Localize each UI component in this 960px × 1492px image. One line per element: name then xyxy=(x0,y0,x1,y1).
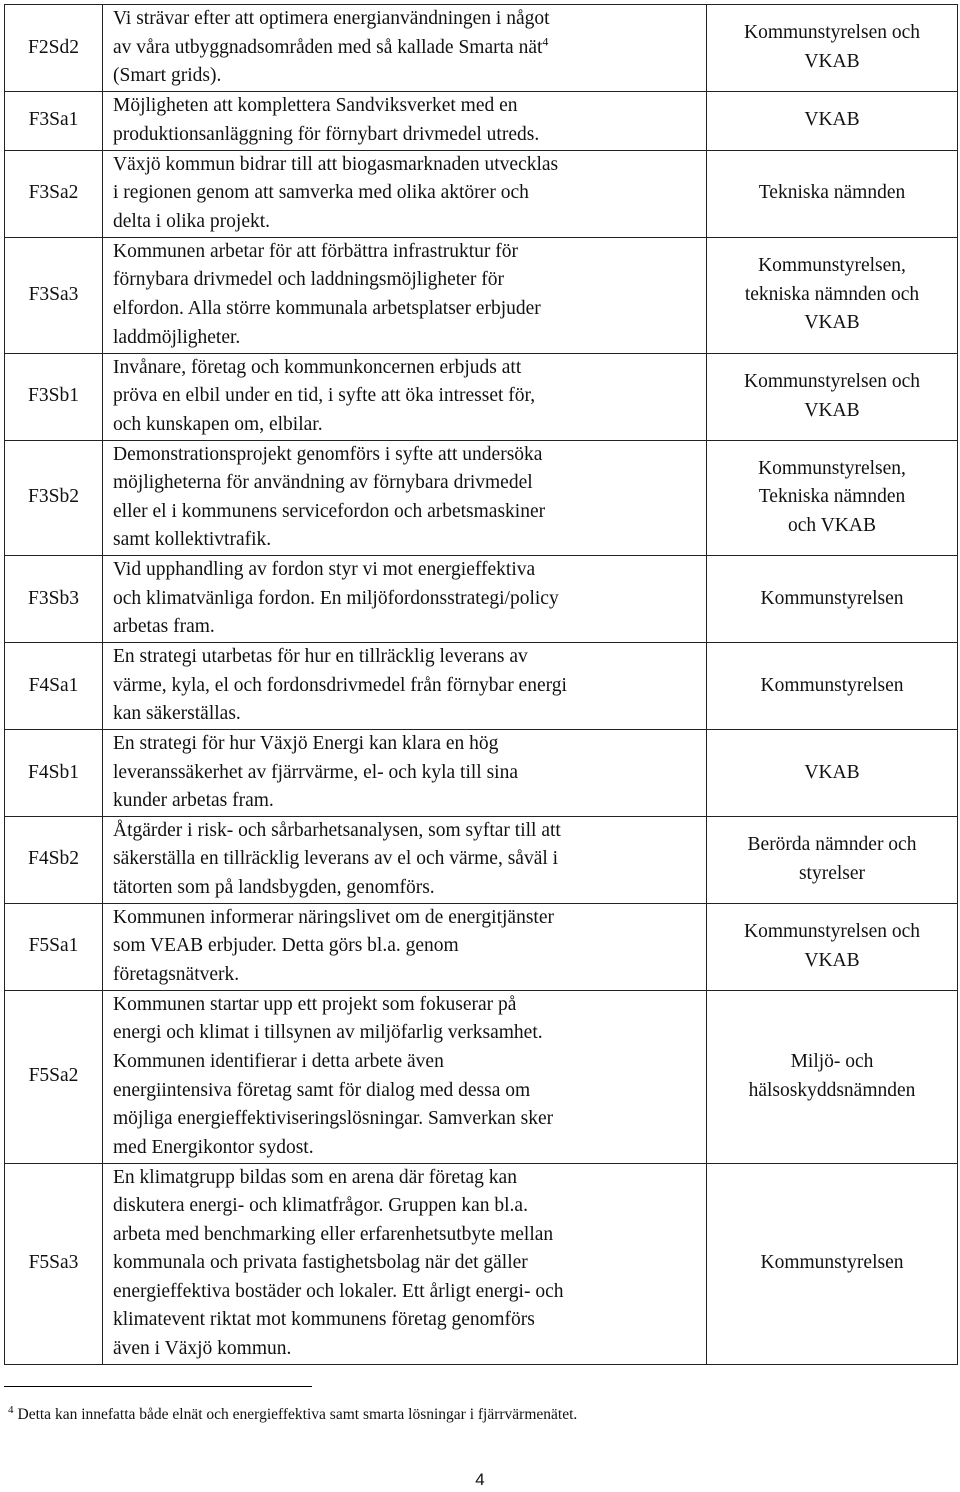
footnote xyxy=(8,1400,577,1425)
action-description: Åtgärder i risk- och sårbarhetsanalysen, som syftar till att säkerställa en tillräcklig leverans av el och värme, såväl i tätorten som på landsbygden, genomförs. xyxy=(103,816,707,903)
responsible-party: Kommunstyrelsen och VKAB xyxy=(707,5,958,92)
action-description: Möjligheten att komplettera Sandviksverket med en produktionsanläggning för förnybart drivmedel utreds. xyxy=(103,91,707,150)
action-description xyxy=(103,5,707,92)
action-id: F3Sb3 xyxy=(5,555,103,642)
action-id: F3Sa1 xyxy=(5,91,103,150)
responsible-party: Kommunstyrelsen xyxy=(707,642,958,729)
table-row xyxy=(5,729,958,816)
action-id: F2Sd2 xyxy=(5,5,103,92)
footnote-reference[interactable]: 4 xyxy=(542,34,549,49)
footnote-divider xyxy=(4,1386,312,1387)
responsible-party: Berörda nämnder och styrelser xyxy=(707,816,958,903)
responsible-party: VKAB xyxy=(707,91,958,150)
table-row xyxy=(5,555,958,642)
action-description: Växjö kommun bidrar till att biogasmarknaden utvecklas i regionen genom att samverka med olika aktörer och delta i olika projekt. xyxy=(103,150,707,237)
table-row xyxy=(5,440,958,555)
description-text: Vi strävar efter att optimera energianvändningen i något av våra utbyggnadsområden med så kallade Smarta nät xyxy=(113,8,550,58)
action-description: Demonstrationsprojekt genomförs i syfte att undersöka möjligheterna för användning av förnybara drivmedel eller el i kommunens servicefordon och arbetsmaskiner samt kollektivtrafik. xyxy=(103,440,707,555)
description-text-continued: (Smart grids). xyxy=(113,65,222,87)
responsible-party: Miljö- och hälsoskyddsnämnden xyxy=(707,990,958,1163)
action-id: F4Sb2 xyxy=(5,816,103,903)
action-id: F3Sb1 xyxy=(5,353,103,440)
action-description: En strategi utarbetas för hur en tillräcklig leverans av värme, kyla, el och fordonsdrivmedel från förnybar energi kan säkerställas. xyxy=(103,642,707,729)
table-row xyxy=(5,353,958,440)
action-id: F5Sa1 xyxy=(5,903,103,990)
action-id: F3Sb2 xyxy=(5,440,103,555)
table-row xyxy=(5,91,958,150)
responsible-party: VKAB xyxy=(707,729,958,816)
responsible-party: Kommunstyrelsen och VKAB xyxy=(707,353,958,440)
table-row xyxy=(5,990,958,1163)
action-description: Invånare, företag och kommunkoncernen erbjuds att pröva en elbil under en tid, i syfte att öka intresset för, och kunskapen om, elbilar. xyxy=(103,353,707,440)
footnote-text: Detta kan innefatta både elnät och energieffektiva samt smarta lösningar i fjärrvärmenätet. xyxy=(17,1406,578,1424)
action-description: En strategi för hur Växjö Energi kan klara en hög leveranssäkerhet av fjärrvärme, el- och kyla till sina kunder arbetas fram. xyxy=(103,729,707,816)
table-row xyxy=(5,642,958,729)
table-row xyxy=(5,1163,958,1364)
responsible-party: Kommunstyrelsen xyxy=(707,1163,958,1364)
responsible-party: Kommunstyrelsen xyxy=(707,555,958,642)
action-id: F3Sa3 xyxy=(5,237,103,353)
action-description: Vid upphandling av fordon styr vi mot energieffektiva och klimatvänliga fordon. En miljöfordonsstrategi/policy arbetas fram. xyxy=(103,555,707,642)
footnote-number: 4 xyxy=(8,1404,14,1416)
action-description: Kommunen startar upp ett projekt som fokuserar på energi och klimat i tillsynen av miljöfarlig verksamhet. Kommunen identifierar i detta arbete även energiintensiva företag samt för dialog med dessa om möjliga energieffektiviseringslösningar. Samverkan sker med Energikontor sydost. xyxy=(103,990,707,1163)
action-id: F5Sa2 xyxy=(5,990,103,1163)
table-row xyxy=(5,5,958,92)
action-description: Kommunen arbetar för att förbättra infrastruktur för förnybara drivmedel och laddningsmöjligheter för elfordon. Alla större kommunala arbetsplatser erbjuder laddmöjligheter. xyxy=(103,237,707,353)
table-row xyxy=(5,903,958,990)
responsible-party: Kommunstyrelsen, Tekniska nämnden och VKAB xyxy=(707,440,958,555)
table-row xyxy=(5,816,958,903)
responsible-party: Kommunstyrelsen och VKAB xyxy=(707,903,958,990)
action-id: F4Sb1 xyxy=(5,729,103,816)
table-row xyxy=(5,237,958,353)
action-description: En klimatgrupp bildas som en arena där företag kan diskutera energi- och klimatfrågor. Gruppen kan bl.a. arbeta med benchmarking eller erfarenhetsutbyte mellan kommunala och privata fastighetsbolag när det gäller energieffektiva bostäder och lokaler. Ett årligt energi- och klimatevent riktat mot kommunens företag genomförs även i Växjö kommun. xyxy=(103,1163,707,1364)
action-id: F5Sa3 xyxy=(5,1163,103,1364)
page-number: 4 xyxy=(475,1470,485,1489)
action-id: F4Sa1 xyxy=(5,642,103,729)
responsible-party: Tekniska nämnden xyxy=(707,150,958,237)
responsible-party: Kommunstyrelsen, tekniska nämnden och VKAB xyxy=(707,237,958,353)
table-row xyxy=(5,150,958,237)
action-description: Kommunen informerar näringslivet om de energitjänster som VEAB erbjuder. Detta görs bl.a. genom företagsnätverk. xyxy=(103,903,707,990)
actions-table xyxy=(4,4,958,1365)
action-id: F3Sa2 xyxy=(5,150,103,237)
